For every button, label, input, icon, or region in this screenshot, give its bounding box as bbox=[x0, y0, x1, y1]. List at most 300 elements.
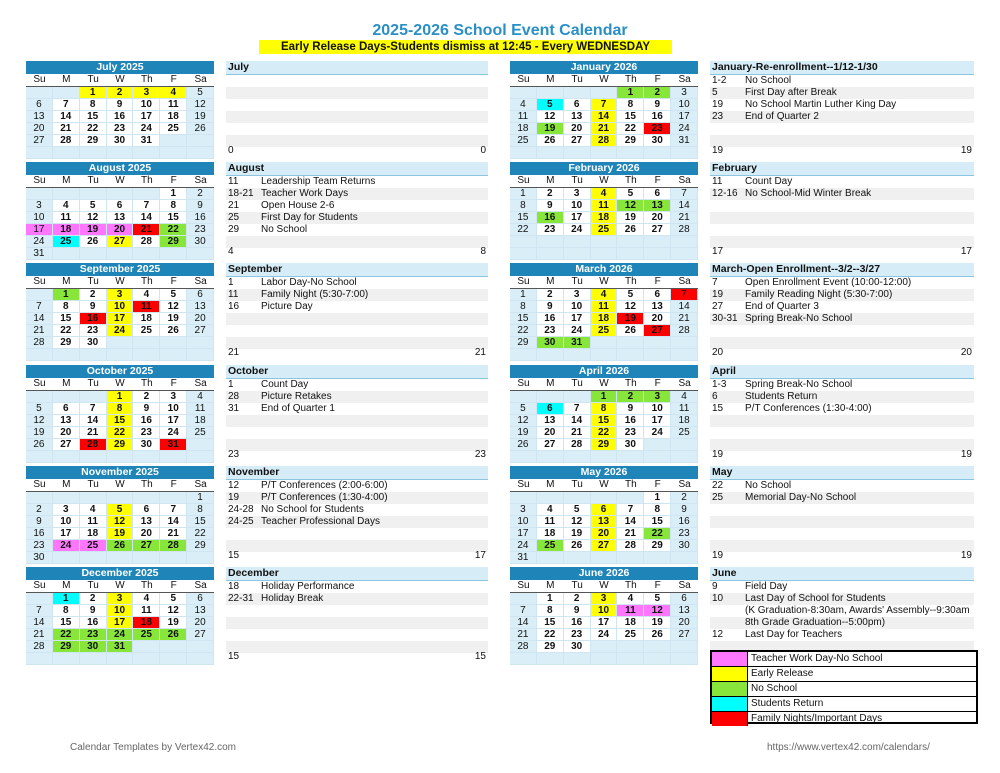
day-cell[interactable] bbox=[160, 451, 187, 463]
day-cell[interactable]: 30 bbox=[26, 552, 53, 564]
day-cell[interactable]: 19 bbox=[617, 212, 644, 224]
day-cell[interactable]: 12 bbox=[617, 200, 644, 212]
day-cell[interactable]: 20 bbox=[644, 212, 671, 224]
day-cell[interactable]: 14 bbox=[53, 111, 80, 123]
day-cell[interactable]: 8 bbox=[510, 200, 537, 212]
day-cell[interactable]: 19 bbox=[187, 111, 214, 123]
day-cell[interactable]: 11 bbox=[537, 516, 564, 528]
day-cell[interactable] bbox=[537, 87, 564, 99]
day-cell[interactable] bbox=[537, 653, 564, 665]
day-cell[interactable]: 5 bbox=[617, 188, 644, 200]
day-cell[interactable] bbox=[133, 248, 160, 260]
day-cell[interactable]: 15 bbox=[537, 617, 564, 629]
day-cell[interactable]: 22 bbox=[160, 224, 187, 236]
day-cell[interactable]: 3 bbox=[564, 188, 591, 200]
day-cell[interactable]: 5 bbox=[187, 87, 214, 99]
day-cell[interactable]: 2 bbox=[107, 87, 134, 99]
day-cell[interactable]: 22 bbox=[644, 528, 671, 540]
day-cell[interactable]: 1 bbox=[53, 289, 80, 301]
day-cell[interactable]: 6 bbox=[133, 504, 160, 516]
day-cell[interactable] bbox=[591, 236, 618, 248]
day-cell[interactable]: 26 bbox=[617, 325, 644, 337]
day-cell[interactable]: 9 bbox=[187, 200, 214, 212]
day-cell[interactable]: 28 bbox=[617, 540, 644, 552]
day-cell[interactable] bbox=[591, 337, 618, 349]
day-cell[interactable]: 14 bbox=[160, 516, 187, 528]
day-cell[interactable]: 8 bbox=[644, 504, 671, 516]
day-cell[interactable] bbox=[187, 451, 214, 463]
day-cell[interactable] bbox=[510, 451, 537, 463]
day-cell[interactable]: 18 bbox=[80, 528, 107, 540]
day-cell[interactable] bbox=[133, 188, 160, 200]
day-cell[interactable]: 18 bbox=[591, 212, 618, 224]
day-cell[interactable]: 15 bbox=[53, 313, 80, 325]
day-cell[interactable]: 10 bbox=[564, 301, 591, 313]
day-cell[interactable] bbox=[26, 147, 53, 159]
day-cell[interactable]: 29 bbox=[80, 135, 107, 147]
day-cell[interactable] bbox=[617, 653, 644, 665]
day-cell[interactable] bbox=[53, 451, 80, 463]
day-cell[interactable] bbox=[53, 552, 80, 564]
day-cell[interactable]: 28 bbox=[53, 135, 80, 147]
day-cell[interactable]: 16 bbox=[187, 212, 214, 224]
day-cell[interactable]: 22 bbox=[187, 528, 214, 540]
day-cell[interactable]: 14 bbox=[80, 415, 107, 427]
day-cell[interactable]: 26 bbox=[644, 629, 671, 641]
day-cell[interactable]: 10 bbox=[107, 605, 134, 617]
day-cell[interactable] bbox=[617, 492, 644, 504]
day-cell[interactable]: 19 bbox=[537, 123, 564, 135]
day-cell[interactable]: 15 bbox=[80, 111, 107, 123]
day-cell[interactable]: 3 bbox=[510, 504, 537, 516]
day-cell[interactable]: 19 bbox=[644, 617, 671, 629]
day-cell[interactable]: 22 bbox=[591, 427, 618, 439]
day-cell[interactable]: 18 bbox=[591, 313, 618, 325]
day-cell[interactable]: 24 bbox=[671, 123, 698, 135]
day-cell[interactable]: 2 bbox=[26, 504, 53, 516]
day-cell[interactable] bbox=[617, 248, 644, 260]
day-cell[interactable] bbox=[160, 147, 187, 159]
day-cell[interactable]: 10 bbox=[671, 99, 698, 111]
day-cell[interactable]: 1 bbox=[537, 593, 564, 605]
day-cell[interactable]: 15 bbox=[510, 313, 537, 325]
day-cell[interactable]: 25 bbox=[53, 236, 80, 248]
day-cell[interactable]: 29 bbox=[53, 337, 80, 349]
day-cell[interactable] bbox=[160, 135, 187, 147]
day-cell[interactable]: 16 bbox=[644, 111, 671, 123]
day-cell[interactable]: 23 bbox=[80, 629, 107, 641]
day-cell[interactable]: 2 bbox=[133, 391, 160, 403]
day-cell[interactable] bbox=[671, 653, 698, 665]
day-cell[interactable] bbox=[53, 147, 80, 159]
day-cell[interactable]: 19 bbox=[160, 617, 187, 629]
day-cell[interactable]: 1 bbox=[80, 87, 107, 99]
day-cell[interactable]: 26 bbox=[26, 439, 53, 451]
day-cell[interactable]: 26 bbox=[537, 135, 564, 147]
day-cell[interactable] bbox=[591, 147, 618, 159]
day-cell[interactable]: 24 bbox=[564, 224, 591, 236]
day-cell[interactable]: 9 bbox=[671, 504, 698, 516]
day-cell[interactable] bbox=[80, 492, 107, 504]
day-cell[interactable]: 18 bbox=[187, 415, 214, 427]
day-cell[interactable]: 1 bbox=[53, 593, 80, 605]
day-cell[interactable] bbox=[187, 135, 214, 147]
day-cell[interactable]: 3 bbox=[133, 87, 160, 99]
day-cell[interactable] bbox=[133, 552, 160, 564]
day-cell[interactable]: 25 bbox=[133, 325, 160, 337]
day-cell[interactable]: 26 bbox=[564, 540, 591, 552]
day-cell[interactable] bbox=[671, 248, 698, 260]
day-cell[interactable] bbox=[133, 147, 160, 159]
day-cell[interactable] bbox=[617, 552, 644, 564]
day-cell[interactable] bbox=[107, 653, 134, 665]
day-cell[interactable]: 3 bbox=[564, 289, 591, 301]
day-cell[interactable] bbox=[26, 391, 53, 403]
day-cell[interactable]: 7 bbox=[510, 605, 537, 617]
day-cell[interactable]: 3 bbox=[107, 593, 134, 605]
day-cell[interactable] bbox=[187, 349, 214, 361]
day-cell[interactable]: 30 bbox=[133, 439, 160, 451]
day-cell[interactable]: 9 bbox=[644, 99, 671, 111]
day-cell[interactable]: 26 bbox=[107, 540, 134, 552]
day-cell[interactable]: 18 bbox=[510, 123, 537, 135]
day-cell[interactable]: 2 bbox=[537, 289, 564, 301]
day-cell[interactable]: 12 bbox=[80, 212, 107, 224]
day-cell[interactable]: 22 bbox=[537, 629, 564, 641]
day-cell[interactable]: 27 bbox=[187, 629, 214, 641]
day-cell[interactable]: 23 bbox=[133, 427, 160, 439]
day-cell[interactable] bbox=[537, 349, 564, 361]
day-cell[interactable]: 22 bbox=[107, 427, 134, 439]
day-cell[interactable]: 4 bbox=[80, 504, 107, 516]
day-cell[interactable]: 4 bbox=[617, 593, 644, 605]
day-cell[interactable] bbox=[537, 552, 564, 564]
day-cell[interactable]: 2 bbox=[617, 391, 644, 403]
day-cell[interactable] bbox=[617, 236, 644, 248]
day-cell[interactable]: 14 bbox=[133, 212, 160, 224]
day-cell[interactable] bbox=[644, 653, 671, 665]
day-cell[interactable]: 3 bbox=[107, 289, 134, 301]
day-cell[interactable]: 13 bbox=[53, 415, 80, 427]
day-cell[interactable]: 14 bbox=[671, 200, 698, 212]
day-cell[interactable]: 3 bbox=[644, 391, 671, 403]
day-cell[interactable]: 25 bbox=[591, 325, 618, 337]
day-cell[interactable]: 7 bbox=[133, 200, 160, 212]
day-cell[interactable]: 2 bbox=[671, 492, 698, 504]
day-cell[interactable] bbox=[617, 147, 644, 159]
day-cell[interactable]: 20 bbox=[564, 123, 591, 135]
day-cell[interactable]: 21 bbox=[26, 629, 53, 641]
day-cell[interactable]: 13 bbox=[187, 605, 214, 617]
day-cell[interactable]: 16 bbox=[537, 313, 564, 325]
day-cell[interactable] bbox=[187, 337, 214, 349]
day-cell[interactable]: 10 bbox=[644, 403, 671, 415]
day-cell[interactable]: 6 bbox=[53, 403, 80, 415]
day-cell[interactable]: 24 bbox=[107, 325, 134, 337]
day-cell[interactable]: 28 bbox=[510, 641, 537, 653]
day-cell[interactable]: 20 bbox=[671, 617, 698, 629]
day-cell[interactable]: 13 bbox=[187, 301, 214, 313]
day-cell[interactable]: 25 bbox=[160, 123, 187, 135]
day-cell[interactable]: 21 bbox=[671, 313, 698, 325]
day-cell[interactable]: 15 bbox=[510, 212, 537, 224]
day-cell[interactable]: 15 bbox=[107, 415, 134, 427]
day-cell[interactable]: 17 bbox=[510, 528, 537, 540]
day-cell[interactable] bbox=[187, 641, 214, 653]
day-cell[interactable]: 25 bbox=[617, 629, 644, 641]
day-cell[interactable]: 6 bbox=[591, 504, 618, 516]
day-cell[interactable]: 15 bbox=[644, 516, 671, 528]
day-cell[interactable] bbox=[80, 248, 107, 260]
day-cell[interactable]: 29 bbox=[510, 337, 537, 349]
day-cell[interactable]: 9 bbox=[537, 301, 564, 313]
day-cell[interactable]: 27 bbox=[537, 439, 564, 451]
day-cell[interactable]: 23 bbox=[564, 629, 591, 641]
day-cell[interactable]: 15 bbox=[160, 212, 187, 224]
day-cell[interactable]: 30 bbox=[107, 135, 134, 147]
day-cell[interactable]: 6 bbox=[187, 593, 214, 605]
day-cell[interactable]: 23 bbox=[537, 325, 564, 337]
day-cell[interactable]: 1 bbox=[591, 391, 618, 403]
day-cell[interactable]: 20 bbox=[644, 313, 671, 325]
day-cell[interactable] bbox=[510, 653, 537, 665]
day-cell[interactable]: 3 bbox=[671, 87, 698, 99]
day-cell[interactable]: 15 bbox=[591, 415, 618, 427]
day-cell[interactable]: 16 bbox=[80, 617, 107, 629]
day-cell[interactable]: 14 bbox=[510, 617, 537, 629]
day-cell[interactable]: 18 bbox=[617, 617, 644, 629]
day-cell[interactable]: 20 bbox=[537, 427, 564, 439]
day-cell[interactable]: 10 bbox=[26, 212, 53, 224]
day-cell[interactable] bbox=[160, 641, 187, 653]
day-cell[interactable] bbox=[26, 349, 53, 361]
day-cell[interactable]: 10 bbox=[564, 200, 591, 212]
day-cell[interactable]: 9 bbox=[617, 403, 644, 415]
day-cell[interactable]: 13 bbox=[537, 415, 564, 427]
day-cell[interactable]: 1 bbox=[510, 188, 537, 200]
day-cell[interactable]: 26 bbox=[187, 123, 214, 135]
day-cell[interactable]: 18 bbox=[160, 111, 187, 123]
day-cell[interactable]: 13 bbox=[564, 111, 591, 123]
day-cell[interactable]: 31 bbox=[107, 641, 134, 653]
day-cell[interactable]: 23 bbox=[187, 224, 214, 236]
day-cell[interactable]: 7 bbox=[53, 99, 80, 111]
day-cell[interactable] bbox=[564, 147, 591, 159]
day-cell[interactable]: 19 bbox=[80, 224, 107, 236]
day-cell[interactable]: 4 bbox=[133, 593, 160, 605]
day-cell[interactable] bbox=[510, 349, 537, 361]
day-cell[interactable]: 28 bbox=[591, 135, 618, 147]
day-cell[interactable] bbox=[53, 391, 80, 403]
day-cell[interactable] bbox=[107, 451, 134, 463]
day-cell[interactable] bbox=[644, 349, 671, 361]
day-cell[interactable]: 13 bbox=[671, 605, 698, 617]
day-cell[interactable]: 27 bbox=[644, 325, 671, 337]
day-cell[interactable]: 9 bbox=[26, 516, 53, 528]
day-cell[interactable]: 16 bbox=[133, 415, 160, 427]
day-cell[interactable]: 8 bbox=[53, 605, 80, 617]
day-cell[interactable]: 25 bbox=[591, 224, 618, 236]
day-cell[interactable]: 13 bbox=[26, 111, 53, 123]
day-cell[interactable] bbox=[133, 641, 160, 653]
day-cell[interactable] bbox=[671, 147, 698, 159]
day-cell[interactable]: 6 bbox=[537, 403, 564, 415]
day-cell[interactable]: 20 bbox=[187, 617, 214, 629]
day-cell[interactable]: 12 bbox=[617, 301, 644, 313]
day-cell[interactable]: 14 bbox=[591, 111, 618, 123]
day-cell[interactable]: 18 bbox=[133, 617, 160, 629]
day-cell[interactable] bbox=[671, 439, 698, 451]
day-cell[interactable]: 7 bbox=[160, 504, 187, 516]
day-cell[interactable]: 26 bbox=[160, 325, 187, 337]
day-cell[interactable]: 21 bbox=[617, 528, 644, 540]
day-cell[interactable]: 28 bbox=[564, 439, 591, 451]
day-cell[interactable]: 21 bbox=[160, 528, 187, 540]
day-cell[interactable] bbox=[107, 349, 134, 361]
day-cell[interactable]: 29 bbox=[644, 540, 671, 552]
day-cell[interactable]: 21 bbox=[591, 123, 618, 135]
day-cell[interactable]: 7 bbox=[617, 504, 644, 516]
day-cell[interactable]: 26 bbox=[80, 236, 107, 248]
day-cell[interactable]: 2 bbox=[537, 188, 564, 200]
day-cell[interactable] bbox=[53, 349, 80, 361]
day-cell[interactable] bbox=[133, 349, 160, 361]
day-cell[interactable]: 9 bbox=[133, 403, 160, 415]
day-cell[interactable]: 21 bbox=[80, 427, 107, 439]
day-cell[interactable]: 29 bbox=[617, 135, 644, 147]
day-cell[interactable] bbox=[160, 653, 187, 665]
day-cell[interactable]: 26 bbox=[617, 224, 644, 236]
day-cell[interactable]: 8 bbox=[510, 301, 537, 313]
day-cell[interactable]: 28 bbox=[80, 439, 107, 451]
day-cell[interactable]: 4 bbox=[591, 289, 618, 301]
day-cell[interactable]: 6 bbox=[671, 593, 698, 605]
day-cell[interactable] bbox=[537, 391, 564, 403]
day-cell[interactable]: 17 bbox=[564, 313, 591, 325]
day-cell[interactable]: 21 bbox=[510, 629, 537, 641]
day-cell[interactable] bbox=[160, 349, 187, 361]
day-cell[interactable]: 6 bbox=[644, 188, 671, 200]
day-cell[interactable] bbox=[53, 492, 80, 504]
day-cell[interactable]: 17 bbox=[107, 313, 134, 325]
day-cell[interactable]: 7 bbox=[591, 99, 618, 111]
day-cell[interactable]: 6 bbox=[26, 99, 53, 111]
day-cell[interactable]: 26 bbox=[510, 439, 537, 451]
day-cell[interactable] bbox=[53, 653, 80, 665]
day-cell[interactable] bbox=[107, 492, 134, 504]
day-cell[interactable]: 19 bbox=[26, 427, 53, 439]
day-cell[interactable]: 12 bbox=[160, 605, 187, 617]
day-cell[interactable]: 1 bbox=[160, 188, 187, 200]
day-cell[interactable]: 20 bbox=[591, 528, 618, 540]
day-cell[interactable]: 1 bbox=[107, 391, 134, 403]
day-cell[interactable]: 14 bbox=[617, 516, 644, 528]
day-cell[interactable] bbox=[107, 147, 134, 159]
day-cell[interactable]: 25 bbox=[537, 540, 564, 552]
day-cell[interactable]: 20 bbox=[133, 528, 160, 540]
day-cell[interactable] bbox=[564, 451, 591, 463]
day-cell[interactable] bbox=[591, 653, 618, 665]
day-cell[interactable]: 19 bbox=[564, 528, 591, 540]
day-cell[interactable]: 10 bbox=[591, 605, 618, 617]
day-cell[interactable]: 29 bbox=[107, 439, 134, 451]
day-cell[interactable]: 27 bbox=[53, 439, 80, 451]
day-cell[interactable]: 17 bbox=[26, 224, 53, 236]
day-cell[interactable]: 7 bbox=[26, 605, 53, 617]
day-cell[interactable] bbox=[187, 147, 214, 159]
day-cell[interactable]: 12 bbox=[160, 301, 187, 313]
day-cell[interactable] bbox=[187, 439, 214, 451]
day-cell[interactable] bbox=[53, 87, 80, 99]
day-cell[interactable]: 2 bbox=[644, 87, 671, 99]
day-cell[interactable]: 5 bbox=[107, 504, 134, 516]
day-cell[interactable]: 22 bbox=[80, 123, 107, 135]
day-cell[interactable]: 1 bbox=[187, 492, 214, 504]
day-cell[interactable]: 18 bbox=[53, 224, 80, 236]
day-cell[interactable]: 23 bbox=[26, 540, 53, 552]
day-cell[interactable] bbox=[564, 248, 591, 260]
day-cell[interactable] bbox=[644, 439, 671, 451]
day-cell[interactable] bbox=[26, 289, 53, 301]
day-cell[interactable]: 6 bbox=[644, 289, 671, 301]
day-cell[interactable] bbox=[617, 349, 644, 361]
day-cell[interactable]: 1 bbox=[644, 492, 671, 504]
day-cell[interactable]: 4 bbox=[160, 87, 187, 99]
day-cell[interactable]: 5 bbox=[537, 99, 564, 111]
day-cell[interactable]: 11 bbox=[133, 301, 160, 313]
day-cell[interactable] bbox=[107, 337, 134, 349]
day-cell[interactable]: 30 bbox=[617, 439, 644, 451]
day-cell[interactable]: 3 bbox=[26, 200, 53, 212]
day-cell[interactable] bbox=[617, 337, 644, 349]
day-cell[interactable]: 15 bbox=[53, 617, 80, 629]
day-cell[interactable]: 28 bbox=[671, 224, 698, 236]
day-cell[interactable]: 27 bbox=[644, 224, 671, 236]
day-cell[interactable]: 26 bbox=[160, 629, 187, 641]
day-cell[interactable]: 9 bbox=[80, 605, 107, 617]
day-cell[interactable] bbox=[564, 349, 591, 361]
day-cell[interactable]: 13 bbox=[644, 301, 671, 313]
day-cell[interactable] bbox=[187, 248, 214, 260]
day-cell[interactable] bbox=[510, 391, 537, 403]
day-cell[interactable]: 29 bbox=[537, 641, 564, 653]
day-cell[interactable]: 12 bbox=[107, 516, 134, 528]
day-cell[interactable] bbox=[671, 552, 698, 564]
day-cell[interactable]: 12 bbox=[510, 415, 537, 427]
day-cell[interactable]: 13 bbox=[107, 212, 134, 224]
day-cell[interactable] bbox=[591, 248, 618, 260]
day-cell[interactable]: 7 bbox=[26, 301, 53, 313]
day-cell[interactable]: 7 bbox=[564, 403, 591, 415]
day-cell[interactable]: 19 bbox=[107, 528, 134, 540]
day-cell[interactable]: 27 bbox=[107, 236, 134, 248]
day-cell[interactable]: 8 bbox=[53, 301, 80, 313]
day-cell[interactable]: 13 bbox=[644, 200, 671, 212]
day-cell[interactable]: 16 bbox=[671, 516, 698, 528]
day-cell[interactable]: 29 bbox=[591, 439, 618, 451]
day-cell[interactable]: 18 bbox=[133, 313, 160, 325]
day-cell[interactable]: 24 bbox=[26, 236, 53, 248]
day-cell[interactable]: 17 bbox=[644, 415, 671, 427]
footer-url[interactable]: https://www.vertex42.com/calendars/ bbox=[767, 742, 930, 753]
day-cell[interactable]: 21 bbox=[671, 212, 698, 224]
day-cell[interactable] bbox=[671, 337, 698, 349]
day-cell[interactable]: 12 bbox=[187, 99, 214, 111]
day-cell[interactable] bbox=[133, 451, 160, 463]
day-cell[interactable]: 16 bbox=[107, 111, 134, 123]
day-cell[interactable]: 15 bbox=[187, 516, 214, 528]
day-cell[interactable]: 8 bbox=[160, 200, 187, 212]
